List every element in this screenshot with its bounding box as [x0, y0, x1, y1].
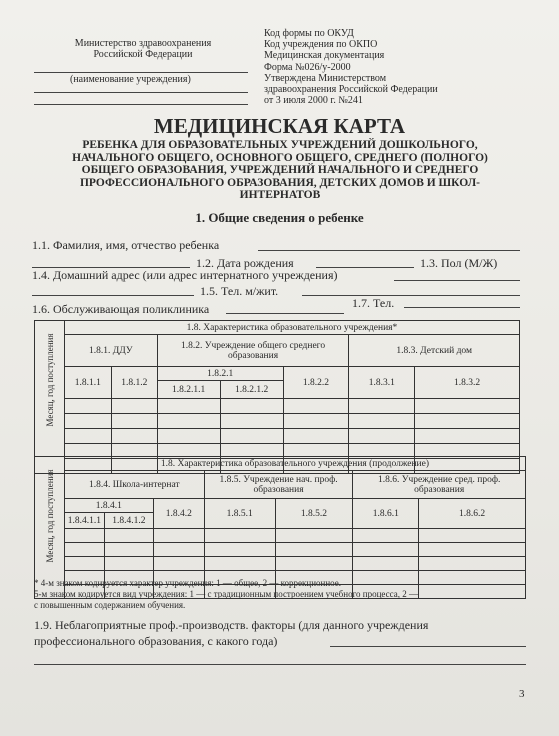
- form-info-line: Форма №026/у-2000: [264, 61, 351, 73]
- factors-input[interactable]: [330, 646, 526, 647]
- table-row: [35, 529, 526, 543]
- table-caption: 1.8. Характеристика образовательного учреждения*: [64, 321, 519, 335]
- table-row: [35, 429, 520, 444]
- form-info-block: [264, 28, 438, 106]
- sub-header-18411: 1.8.4.1.1: [64, 513, 104, 529]
- sub-header-1842: 1.8.4.2: [153, 499, 204, 529]
- table-row: [35, 557, 526, 571]
- table2-caption: 1.8. Характеристика образовательного учреждения (продолжение): [64, 457, 525, 471]
- sub-header-1822: 1.8.2.2: [283, 367, 349, 399]
- table-row: [35, 543, 526, 557]
- factors-input-cont[interactable]: [34, 664, 526, 665]
- ministry-line-2: Российской Федерации: [93, 49, 193, 60]
- sub-header-1812: 1.8.1.2: [111, 367, 157, 399]
- institution-table: [34, 320, 520, 474]
- field-label-factors: 1.9. Неблагоприятные проф.-производств. факторы (для данного учреждения: [34, 618, 429, 632]
- col-header-181: 1.8.1. ДДУ: [64, 335, 157, 367]
- sub-header-1861: 1.8.6.1: [353, 499, 419, 529]
- document-subtitle: РЕБЕНКА ДЛЯ ОБРАЗОВАТЕЛЬНЫХ УЧРЕЖДЕНИЙ ДОШКОЛЬНОГО, НАЧАЛЬНОГО ОБЩЕГО, ОСНОВНОГО ОБЩЕГО, СРЕДНЕГО (ПОЛНОГО) ОБЩЕГО ОБРАЗОВАНИЯ, УЧРЕЖДЕНИЙ НАЧАЛЬНОГО И СРЕДНЕГО ПРОФЕССИОНАЛЬНОГО ОБРАЗОВАНИЯ, ДЕТСКИХ ДОМОВ И ШКОЛ-ИНТЕРНАТОВ: [72, 139, 488, 201]
- col-header-185: 1.8.5. Учреждение нач. проф. образования: [204, 471, 353, 499]
- sub-header-1811: 1.8.1.1: [64, 367, 111, 399]
- sub-header-1862: 1.8.6.2: [419, 499, 526, 529]
- col-header-184: 1.8.4. Школа-интернат: [64, 471, 204, 499]
- field-label-sex: 1.3. Пол (М/Ж): [420, 256, 498, 270]
- blank-line-2[interactable]: [34, 104, 248, 105]
- field-label-polyclinic: 1.6. Обслуживающая поликлиника: [32, 302, 210, 316]
- form-info-line: Утверждена Министерством: [264, 72, 387, 84]
- col-header-182: 1.8.2. Учреждение общего среднего образования: [157, 335, 349, 367]
- blank-line-1[interactable]: [34, 92, 248, 93]
- sub-header-18212: 1.8.2.1.2: [220, 381, 283, 399]
- page-number: 3: [519, 688, 525, 700]
- institution-name-line[interactable]: [34, 72, 248, 73]
- section-heading: 1. Общие сведения о ребенке: [195, 210, 364, 225]
- institution-name-caption: (наименование учреждения): [70, 74, 191, 85]
- ministry-block: [58, 38, 228, 60]
- polyclinic-input[interactable]: [226, 313, 344, 314]
- field-label-home-phone: 1.5. Тел. м/жит.: [200, 284, 279, 298]
- document-title: МЕДИЦИНСКАЯ КАРТА: [153, 114, 406, 138]
- home-phone-input[interactable]: [302, 295, 520, 296]
- sub-header-1851: 1.8.5.1: [204, 499, 275, 529]
- full-name-input[interactable]: [258, 250, 520, 251]
- field-label-address: 1.4. Домашний адрес (или адрес интернатного учреждения): [32, 268, 338, 282]
- phone-input[interactable]: [404, 307, 520, 308]
- address-input[interactable]: [394, 280, 520, 281]
- ministry-line-1: Министерство здравоохранения: [74, 38, 212, 49]
- table-row: [35, 399, 520, 414]
- table-side-label-cell: [35, 321, 65, 474]
- footnote-2: 5-м знаком кодируется вид учреждения: 1 — с традиционным построением учебного процесса, 2 —: [34, 589, 418, 599]
- form-info-line: Медицинская документация: [264, 50, 385, 62]
- col-header-183: 1.8.3. Детский дом: [349, 335, 520, 367]
- address-input-cont[interactable]: [32, 295, 194, 296]
- table-row: [35, 414, 520, 429]
- col-header-186: 1.8.6. Учреждение сред. проф. образования: [353, 471, 526, 499]
- form-info-line: Код учреждения по ОКПО: [264, 39, 378, 51]
- table2-side-label: Месяц, год поступления: [45, 469, 55, 563]
- field-label-birth-date: 1.2. Дата рождения: [196, 256, 294, 270]
- footnote-3: с повышенным содержанием обучения.: [34, 600, 186, 610]
- field-label-factors-cont: профессионального образования, с какого года): [34, 634, 278, 648]
- sub-header-1832: 1.8.3.2: [415, 367, 520, 399]
- form-info-line: Код формы по ОКУД: [264, 28, 354, 39]
- table-side-label: Месяц, год поступления: [45, 333, 55, 427]
- form-info-line: от 3 июля 2000 г. №241: [264, 95, 363, 107]
- sub-header-18211: 1.8.2.1.1: [157, 381, 220, 399]
- footnote-1: * 4-м знаком кодируется характер учреждения: 1 — общее, 2 — коррекционное.: [34, 578, 342, 588]
- sub-header-1841: 1.8.4.1: [64, 499, 153, 513]
- field-label-full-name: 1.1. Фамилия, имя, отчество ребенка: [32, 238, 220, 252]
- form-info-line: здравоохранения Российской Федерации: [264, 84, 438, 96]
- sub-header-1821: 1.8.2.1: [157, 367, 283, 381]
- field-label-phone: 1.7. Тел.: [352, 296, 395, 310]
- sub-header-18412: 1.8.4.1.2: [104, 513, 153, 529]
- sub-header-1831: 1.8.3.1: [349, 367, 415, 399]
- sub-header-1852: 1.8.5.2: [275, 499, 353, 529]
